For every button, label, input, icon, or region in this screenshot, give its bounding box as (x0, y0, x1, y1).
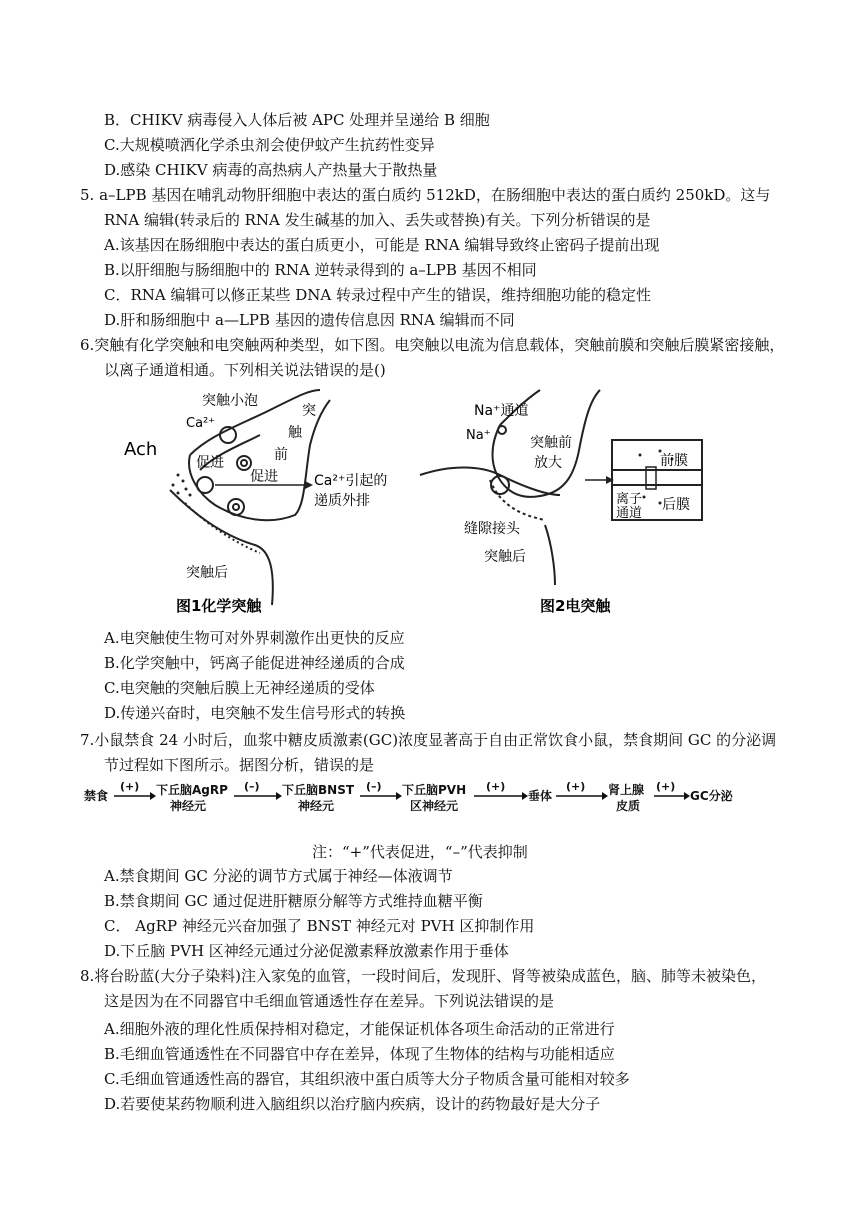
fig1-ca-label: Ca²⁺ (186, 416, 216, 431)
fig2-ion-label-2: 通道 (616, 506, 643, 521)
q8-option-d: D.若要使某药物顺利进入脑组织以治疗脑内疾病，设计的药物最好是大分子 (104, 1095, 601, 1113)
fig1-pre-1: 突 (302, 403, 316, 419)
gc-regulation-flowchart (84, 780, 764, 820)
flow-node-gc: GC分泌 (690, 789, 733, 803)
q6-option-d: D.传递兴奋时，电突触不发生信号形式的转换 (104, 704, 406, 722)
fig1-caption: 图1化学突触 (176, 597, 262, 615)
q7-option-a: A.禁食期间 GC 分泌的调节方式属于神经—体液调节 (104, 867, 453, 885)
q7-option-b: B.禁食期间 GC 通过促进肝糖原分解等方式维持血糖平衡 (104, 892, 483, 910)
flow-node-agrp-2: 神经元 (170, 799, 207, 813)
flow-node-bnst-2: 神经元 (298, 799, 335, 813)
flow-node-bnst-1: 下丘脑BNST (282, 783, 355, 797)
fig2-pre-label: 突触前 (530, 435, 572, 451)
flow-node-fasting: 禁食 (84, 789, 109, 803)
synapse-figures (0, 385, 868, 625)
q4-option-c: C.大规模喷洒化学杀虫剂会使伊蚊产生抗药性变异 (104, 136, 435, 154)
fig1-vesicle-label: 突触小泡 (202, 393, 258, 409)
flow-node-agrp-1: 下丘脑AgRP (156, 783, 228, 797)
q8-stem-line2: 这是因为在不同器官中毛细血管通透性存在差异。下列说法错误的是 (104, 992, 555, 1010)
fig1-pre-2: 触 (288, 425, 302, 441)
fig2-gap-label: 缝隙接头 (464, 521, 520, 537)
q5-option-a: A.该基因在肠细胞中表达的蛋白质更小，可能是 RNA 编辑导致终止密码子提前出现 (104, 236, 660, 254)
fig1-ach-label: Ach (124, 439, 158, 460)
fig1-promote-1: 促进 (196, 455, 224, 471)
q5-stem-line2: RNA 编辑(转录后的 RNA 发生碱基的加入、丢失或替换)有关。下列分析错误的是 (104, 211, 651, 229)
q8-option-a: A.细胞外液的理化性质保持相对稳定，才能保证机体各项生命活动的正常进行 (104, 1020, 615, 1038)
flow-node-adrenal-2: 皮质 (616, 799, 641, 813)
q7-stem-line1: 7.小鼠禁食 24 小时后，血浆中糖皮质激素(GC)浓度显著高于自由正常饮食小鼠，禁食期间 GC 的分泌调 (80, 731, 777, 749)
fig2-na-channel-label: Na⁺通道 (474, 403, 529, 419)
flow-node-pvh-1: 下丘脑PVH (402, 783, 467, 797)
flow-node-adrenal-1: 肾上腺 (608, 783, 645, 797)
q4-option-b: B．CHIKV 病毒侵入人体后被 APC 处理并呈递给 B 细胞 (104, 111, 490, 129)
q8-option-c: C.毛细血管通透性高的器官，其组织液中蛋白质等大分子物质含量可能相对较多 (104, 1070, 630, 1088)
q5-stem-line1: 5. a–LPB 基因在哺乳动物肝细胞中表达的蛋白质约 512kD，在肠细胞中表达的蛋白质约 250kD。这与 (80, 186, 771, 204)
fig2-na-label: Na⁺ (466, 428, 491, 443)
q7-stem-line2: 节过程如下图所示。据图分析，错误的是 (104, 756, 375, 774)
fig1-pre-3: 前 (274, 447, 288, 463)
flow-sign-2: (–) (244, 780, 260, 793)
flow-sign-6: (+) (656, 780, 676, 793)
q6-option-c: C.电突触的突触后膜上无神经递质的受体 (104, 679, 375, 697)
q6-stem-line1: 6.突触有化学突触和电突触两种类型，如下图。电突触以电流为信息载体，突触前膜和突触后膜紧密接触， (80, 336, 785, 354)
q6-option-a: A.电突触使生物可对外界刺激作出更快的反应 (104, 629, 405, 647)
flow-node-pituitary: 垂体 (528, 789, 553, 803)
flow-sign-1: (+) (120, 780, 140, 793)
q8-option-b: B.毛细血管通透性在不同器官中存在差异，体现了生物体的结构与功能相适应 (104, 1045, 615, 1063)
flow-node-pvh-2: 区神经元 (410, 799, 459, 813)
q6-option-b: B.化学突触中，钙离子能促进神经递质的合成 (104, 654, 405, 672)
fig1-post-label: 突触后 (186, 565, 228, 581)
fig2-ion-label-1: 离子 (616, 492, 643, 507)
fig2-pre-membrane-label: 前膜 (660, 453, 688, 469)
q7-option-d: D.下丘脑 PVH 区神经元通过分泌促激素释放激素作用于垂体 (104, 942, 509, 960)
q8-stem-line1: 8.将台盼蓝(大分子染料)注入家兔的血管，一段时间后，发现肝、肾等被染成蓝色，脑、肺等未被染色， (80, 967, 767, 985)
fig1-release-1: Ca²⁺引起的 (314, 473, 388, 489)
q4-option-d: D.感染 CHIKV 病毒的高热病人产热量大于散热量 (104, 161, 438, 179)
flow-sign-3: (–) (366, 780, 382, 793)
q5-option-b: B.以肝细胞与肠细胞中的 RNA 逆转录得到的 a–LPB 基因不相同 (104, 261, 537, 279)
q5-option-c: C．RNA 编辑可以修正某些 DNA 转录过程中产生的错误，维持细胞功能的稳定性 (104, 286, 652, 304)
q6-stem-line2: 以离子通道相通。下列相关说法错误的是() (104, 361, 386, 379)
fig2-post-label: 突触后 (484, 549, 526, 565)
fig2-caption: 图2电突触 (540, 597, 611, 615)
fig2-post-membrane-label: 后膜 (662, 497, 690, 513)
flow-sign-5: (+) (566, 780, 586, 793)
q5-option-d: D.肝和肠细胞中 a—LPB 基因的遗传信息因 RNA 编辑而不同 (104, 311, 515, 329)
figure2-electrical-synapse (420, 390, 702, 585)
fig2-amplify-label: 放大 (534, 455, 562, 471)
fig1-release-2: 递质外排 (314, 493, 370, 509)
q7-legend-note: 注：“+”代表促进，“–”代表抑制 (312, 843, 528, 861)
fig1-promote-2: 促进 (250, 469, 278, 485)
flow-sign-4: (+) (486, 780, 506, 793)
q7-option-c: C． AgRP 神经元兴奋加强了 BNST 神经元对 PVH 区抑制作用 (104, 917, 535, 935)
